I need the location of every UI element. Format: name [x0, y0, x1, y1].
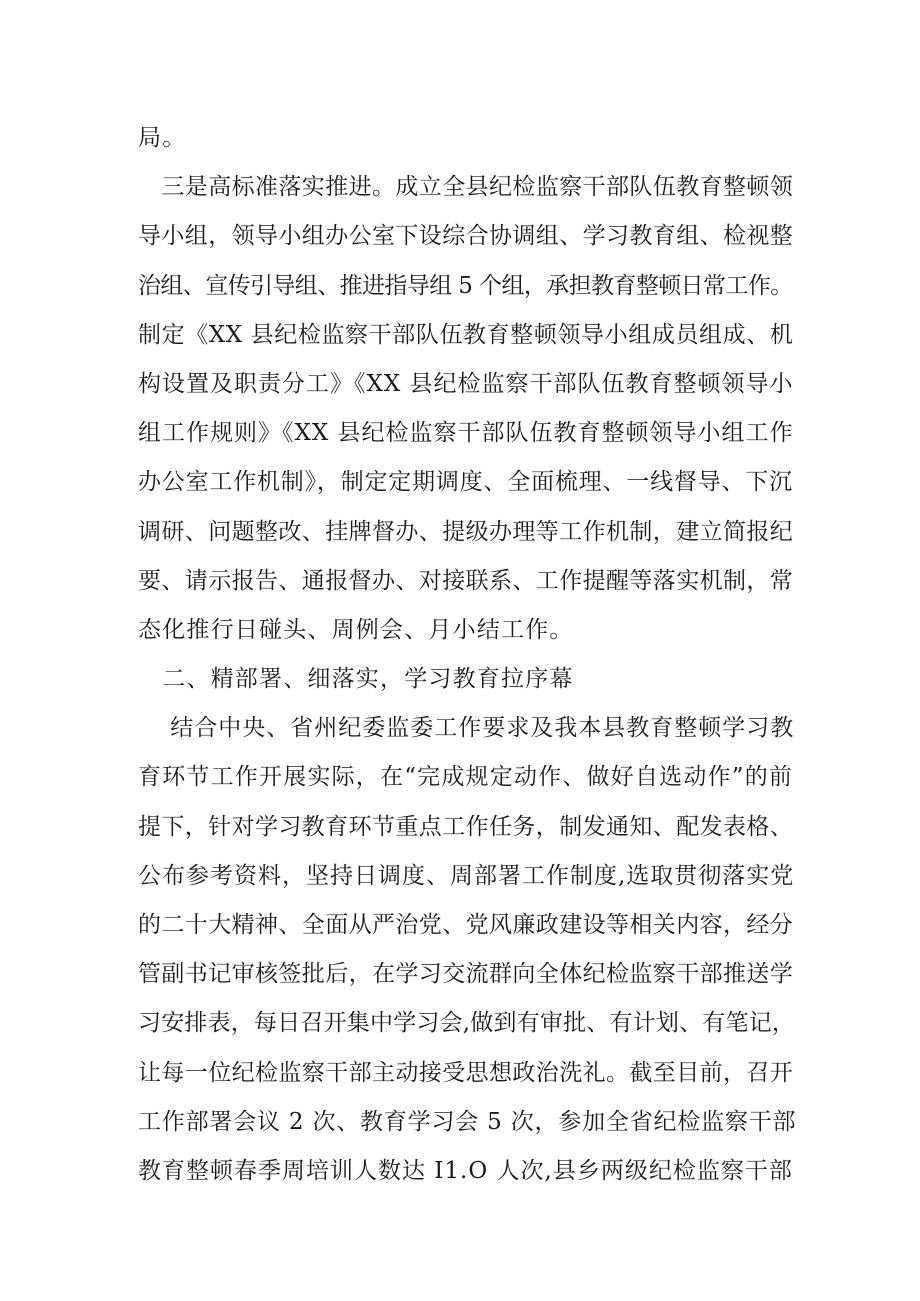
text-line: 公布参考资料，坚持日调度、周部署工作制度,选取贯彻落实党 — [138, 862, 795, 889]
text-line: 结合中央、省州纪委监委工作要求及我本县教育整顿学习教 — [138, 715, 795, 742]
text-line: 工作部署会议 2 次、教育学习会 5 次，参加全省纪检监察干部 — [138, 1108, 797, 1135]
text-line: 习安排表，每日召开集中学习会,做到有审批、有计划、有笔记， — [138, 1010, 796, 1037]
text-line: 办公室工作机制》，制定定期调度、全面梳理、一线督导、下沉 — [138, 469, 793, 496]
body-text — [138, 114, 798, 1196]
text-line: 态化推行日碰头、周例会、月小结工作。 — [138, 616, 574, 643]
text-line: 教育整顿春季周培训人数达 I1.O 人次,县乡两级纪检监察干部 — [138, 1157, 793, 1184]
text-line: 提下，针对学习教育环节重点工作任务，制发通知、配发表格、 — [138, 813, 794, 840]
text-line: 的二十大精神、全面从严治党、党风廉政建设等相关内容，经分 — [138, 912, 794, 938]
text-line: 调研、问题整改、挂牌督办、提级办理等工作机制，建立简报纪 — [138, 518, 794, 545]
text-line: 构设置及职责分工》《XX 县纪检监察干部队伍教育整顿领导小 — [138, 370, 794, 397]
text-line: 要、请示报告、通报督办、对接联系、工作提醒等落实机制，常 — [138, 567, 794, 594]
text-line: 管副书记审核签批后，在学习交流群向全体纪检监察干部推送学 — [138, 961, 794, 988]
text-line: 组工作规则》《XX 县纪检监察干部队伍教育整顿领导小组工作 — [138, 420, 794, 447]
section-heading: 二、精部署、细落实，学习教育拉序幕 — [138, 666, 574, 693]
text-line: 制定《XX 县纪检监察干部队伍教育整顿领导小组成员组成、机 — [138, 321, 794, 348]
text-line: 育环节工作开展实际，在“完成规定动作、做好自选动作”的前 — [138, 764, 794, 791]
text-line: 治组、宣传引导组、推进指导组 5 个组，承担教育整顿日常工作。 — [138, 272, 793, 299]
text-line: 导小组，领导小组办公室下设综合协调组、学习教育组、检视整 — [138, 223, 794, 250]
text-line: 局。 — [138, 125, 187, 151]
text-line: 让每一位纪检监察干部主动接受思想政治洗礼。截至目前，召开 — [138, 1059, 794, 1086]
text-line: 三是高标准落实推进。成立全县纪检监察干部队伍教育整顿领 — [138, 174, 794, 201]
